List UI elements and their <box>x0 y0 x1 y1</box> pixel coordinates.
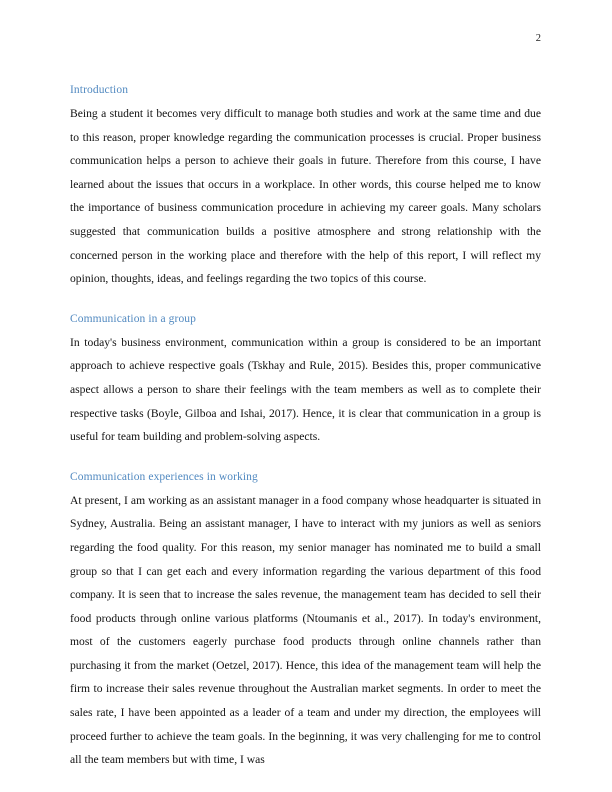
section-communication-in-a-group <box>70 309 541 449</box>
section-heading: Communication experiences in working <box>70 470 258 483</box>
section-paragraph: In today's business environment, communication within a group is considered to be an important approach to achieve respective goals (Tskhay and Rule, 2015). Besides this, proper communicative aspect allows a person to share their feelings with the team members as well as to complete their respective tasks (Boyle, Gilboa and Ishai, 2017). Hence, it is clear that communication in a group is useful for team building and problem-solving aspects. <box>70 335 541 444</box>
document-body <box>70 80 541 772</box>
section-heading: Communication in a group <box>70 312 197 325</box>
section-paragraph: Being a student it becomes very difficult to manage both studies and work at the same time and due to this reason, proper knowledge regarding the communication processes is crucial. Proper business communication helps a person to achieve their goals in future. Therefore from this course, I have learned about the issues that occurs in a workplace. In other words, this course helped me to know the importance of business communication procedure in achieving my career goals. Many scholars suggested that communication builds a positive atmosphere and strong relationship with the concerned person in the working place and therefore with the help of this report, I will reflect my opinion, thoughts, ideas, and feelings regarding the two topics of this course. <box>70 107 541 286</box>
section-heading: Introduction <box>70 84 129 96</box>
section-paragraph: At present, I am working as an assistant manager in a food company whose headquarter is situated in Sydney, Australia. Being an assistant manager, I have to interact with my juniors as well as seniors regarding the food quality. For this reason, my senior manager has nominated me to build a small group so that I can get each and every information regarding the various department of this food company. It is seen that to increase the sales revenue, the management team has decided to sell their food products through online various platforms (Ntoumanis et al., 2017). In today's environment, most of the customers eagerly purchase food products through online channels rather than purchasing it from the market (Oetzel, 2017). Hence, this idea of the management team will help the firm to increase their sales revenue throughout the Australian market segments. In order to meet the sales rate, I have been appointed as a leader of a team and under my direction, the employees will proceed further to achieve the team goals. In the beginning, it was very challenging for me to control all the team members but with time, I was <box>70 493 541 767</box>
section-communication-experiences-in-working <box>70 467 541 772</box>
section-introduction <box>70 80 541 291</box>
page-number: 2 <box>535 33 541 44</box>
